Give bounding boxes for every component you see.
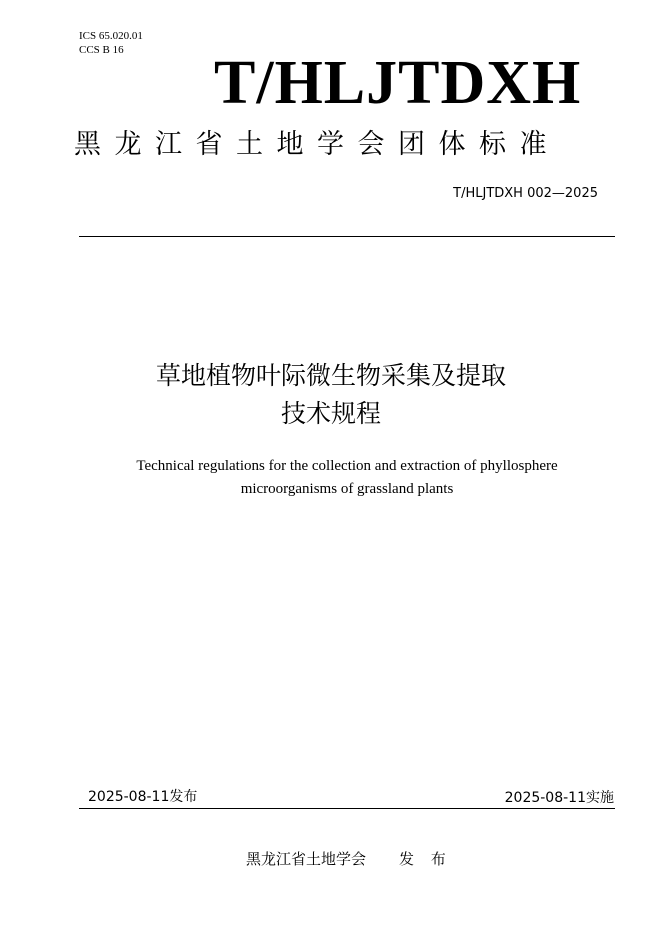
title-english-line-2: microorganisms of grassland plants (240, 481, 454, 497)
organization-standard-heading: 黑龙江省土地学会团体标准 (74, 129, 560, 160)
implementation-date: 2025-08-11实施 (504, 790, 614, 806)
standard-number: T/HLJTDXH 002—2025 (453, 186, 598, 201)
ccs-code: CCS B 16 (79, 44, 124, 56)
publisher-name: 黑龙江省土地学会 (246, 850, 367, 868)
ics-code: ICS 65.020.01 (79, 30, 143, 42)
bottom-divider (79, 808, 615, 809)
issue-date: 2025-08-11发布 (88, 789, 198, 805)
top-divider (79, 236, 615, 237)
title-chinese-line-2: 技术规程 (280, 399, 381, 428)
title-chinese-line-1: 草地植物叶际微生物采集及提取 (155, 361, 506, 390)
title-english-line-1: Technical regulations for the collection and extraction of phyllosphere (136, 458, 558, 474)
publish-label: 发 布 (399, 850, 452, 868)
standard-code-logo: T/HLJTDXH (214, 49, 582, 117)
